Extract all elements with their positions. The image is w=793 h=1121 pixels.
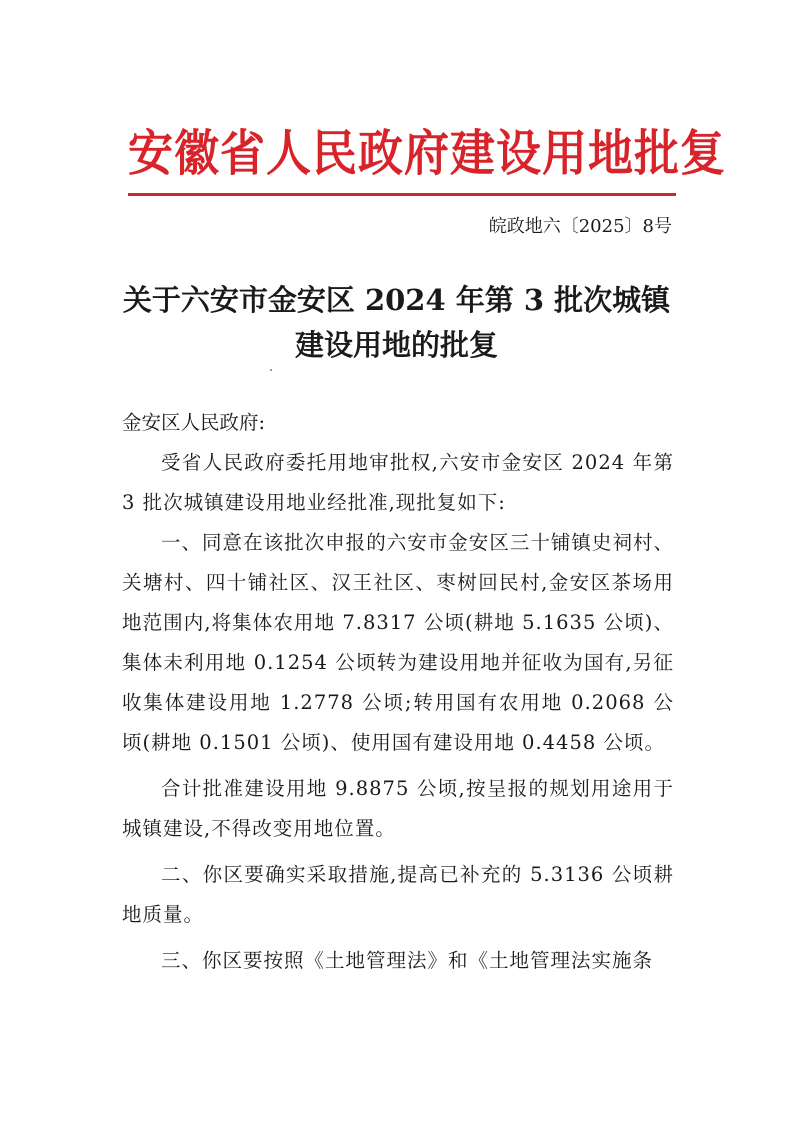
paragraph-total: 合计批准建设用地 9.8875 公顷,按呈报的规划用途用于城镇建设,不得改变用地位置。 [122,777,674,840]
addressee: 金安区人民政府: [122,411,266,434]
paragraph-item-2: 二、你区要确实采取措施,提高已补充的 5.3136 公顷耕地质量。 [122,863,674,926]
paragraph-intro: 受省人民政府委托用地审批权,六安市金安区 2024 年第 3 批次城镇建设用地业经批准,现批复如下: [122,451,674,514]
document-title [110,278,683,368]
document-number: 皖政地六〔2025〕8号 [488,216,672,237]
scan-speck [270,369,272,371]
title-line-1: 关于六安市金安区 2024 年第 3 批次城镇 [122,283,671,317]
document-body [122,403,674,981]
paragraph-item-3: 三、你区要按照《土地管理法》和《土地管理法实施条 [161,949,654,972]
red-divider-line [128,193,676,196]
masthead-title: 安徽省人民政府建设用地批复 [128,124,727,183]
title-line-2: 建设用地的批复 [294,328,498,362]
paragraph-item-1: 一、同意在该批次申报的六安市金安区三十铺镇史祠村、关塘村、四十铺社区、汉王社区、枣树回民村,金安区茶场用地范围内,将集体农用地 7.8317 公顷(耕地 5.1635 公顷)、集体未利用地 0.1254 公顷转为建设用地并征收为国有,另征收集体建设用地 1.2778 公顷;转用国有农用地 0.2068 公顷(耕地 0.1501 公顷)、使用国有建设用地 0.4458 公顷。 [122,531,674,754]
